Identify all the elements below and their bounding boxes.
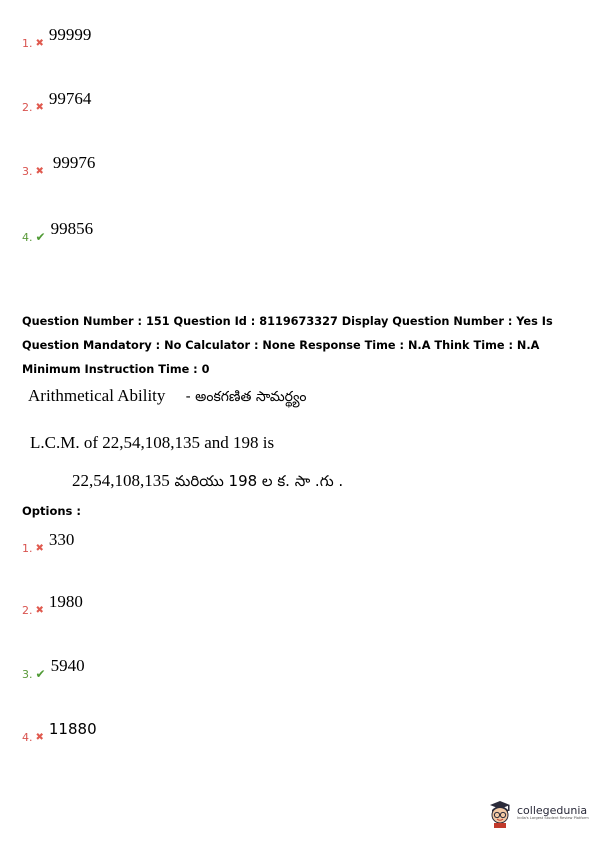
option-number: 4. — [22, 231, 33, 244]
question-english: L.C.M. of 22,54,108,135 and 198 is — [30, 433, 275, 452]
question-telugu-numbers: 22,54,108,135 — [72, 471, 170, 490]
option-number: 2. — [22, 101, 33, 114]
option-number: 2. — [22, 604, 33, 617]
check-icon: ✔ — [35, 667, 46, 681]
prev-option-3 — [22, 153, 96, 178]
option-value: 1980 — [48, 592, 83, 611]
options-label: Options : — [22, 504, 81, 518]
option-value: 99856 — [50, 219, 94, 238]
option-3 — [22, 656, 85, 681]
option-value: 330 — [48, 530, 75, 549]
subject-telugu: - అంకగణిత సామర్థ్యం — [185, 389, 307, 405]
prev-option-2 — [22, 89, 92, 114]
option-1 — [22, 530, 75, 555]
option-number: 4. — [22, 731, 33, 744]
option-value: 99999 — [48, 25, 92, 44]
option-2 — [22, 592, 83, 617]
option-4 — [22, 720, 97, 744]
mascot-icon — [487, 798, 513, 828]
check-icon: ✔ — [35, 230, 46, 244]
prev-option-1 — [22, 25, 92, 50]
option-value: 99764 — [48, 89, 92, 108]
logo-name: collegedunia — [517, 804, 588, 818]
cross-icon: ✖ — [35, 102, 44, 113]
option-number: 1. — [22, 37, 33, 50]
option-number: 1. — [22, 542, 33, 555]
question-telugu — [72, 471, 343, 494]
option-number: 3. — [22, 165, 33, 178]
cross-icon: ✖ — [35, 605, 44, 616]
prev-option-4 — [22, 219, 94, 244]
option-number: 3. — [22, 668, 33, 681]
cross-icon: ✖ — [35, 732, 44, 743]
option-value: 11880 — [48, 720, 97, 738]
question-meta: Question Number : 151 Question Id : 8119673327 Display Question Number : Yes Is Question Mandatory : No Calculator : None Response Time : N.A Think Time : N.A Minimum Instruction Time : 0 — [22, 315, 553, 376]
collegedunia-logo — [487, 798, 589, 828]
subject-line — [28, 386, 306, 408]
cross-icon: ✖ — [35, 166, 44, 177]
subject-english: Arithmetical Ability — [28, 386, 166, 405]
option-value: 5940 — [50, 656, 85, 675]
cross-icon: ✖ — [35, 38, 44, 49]
cross-icon: ✖ — [35, 543, 44, 554]
logo-tagline: India's Largest Student Review Platform — [517, 816, 589, 821]
logo-text — [517, 805, 589, 821]
option-value: 99976 — [52, 153, 96, 172]
question-telugu-text: మరియు 198 ల క. సా .గు . — [169, 472, 344, 490]
